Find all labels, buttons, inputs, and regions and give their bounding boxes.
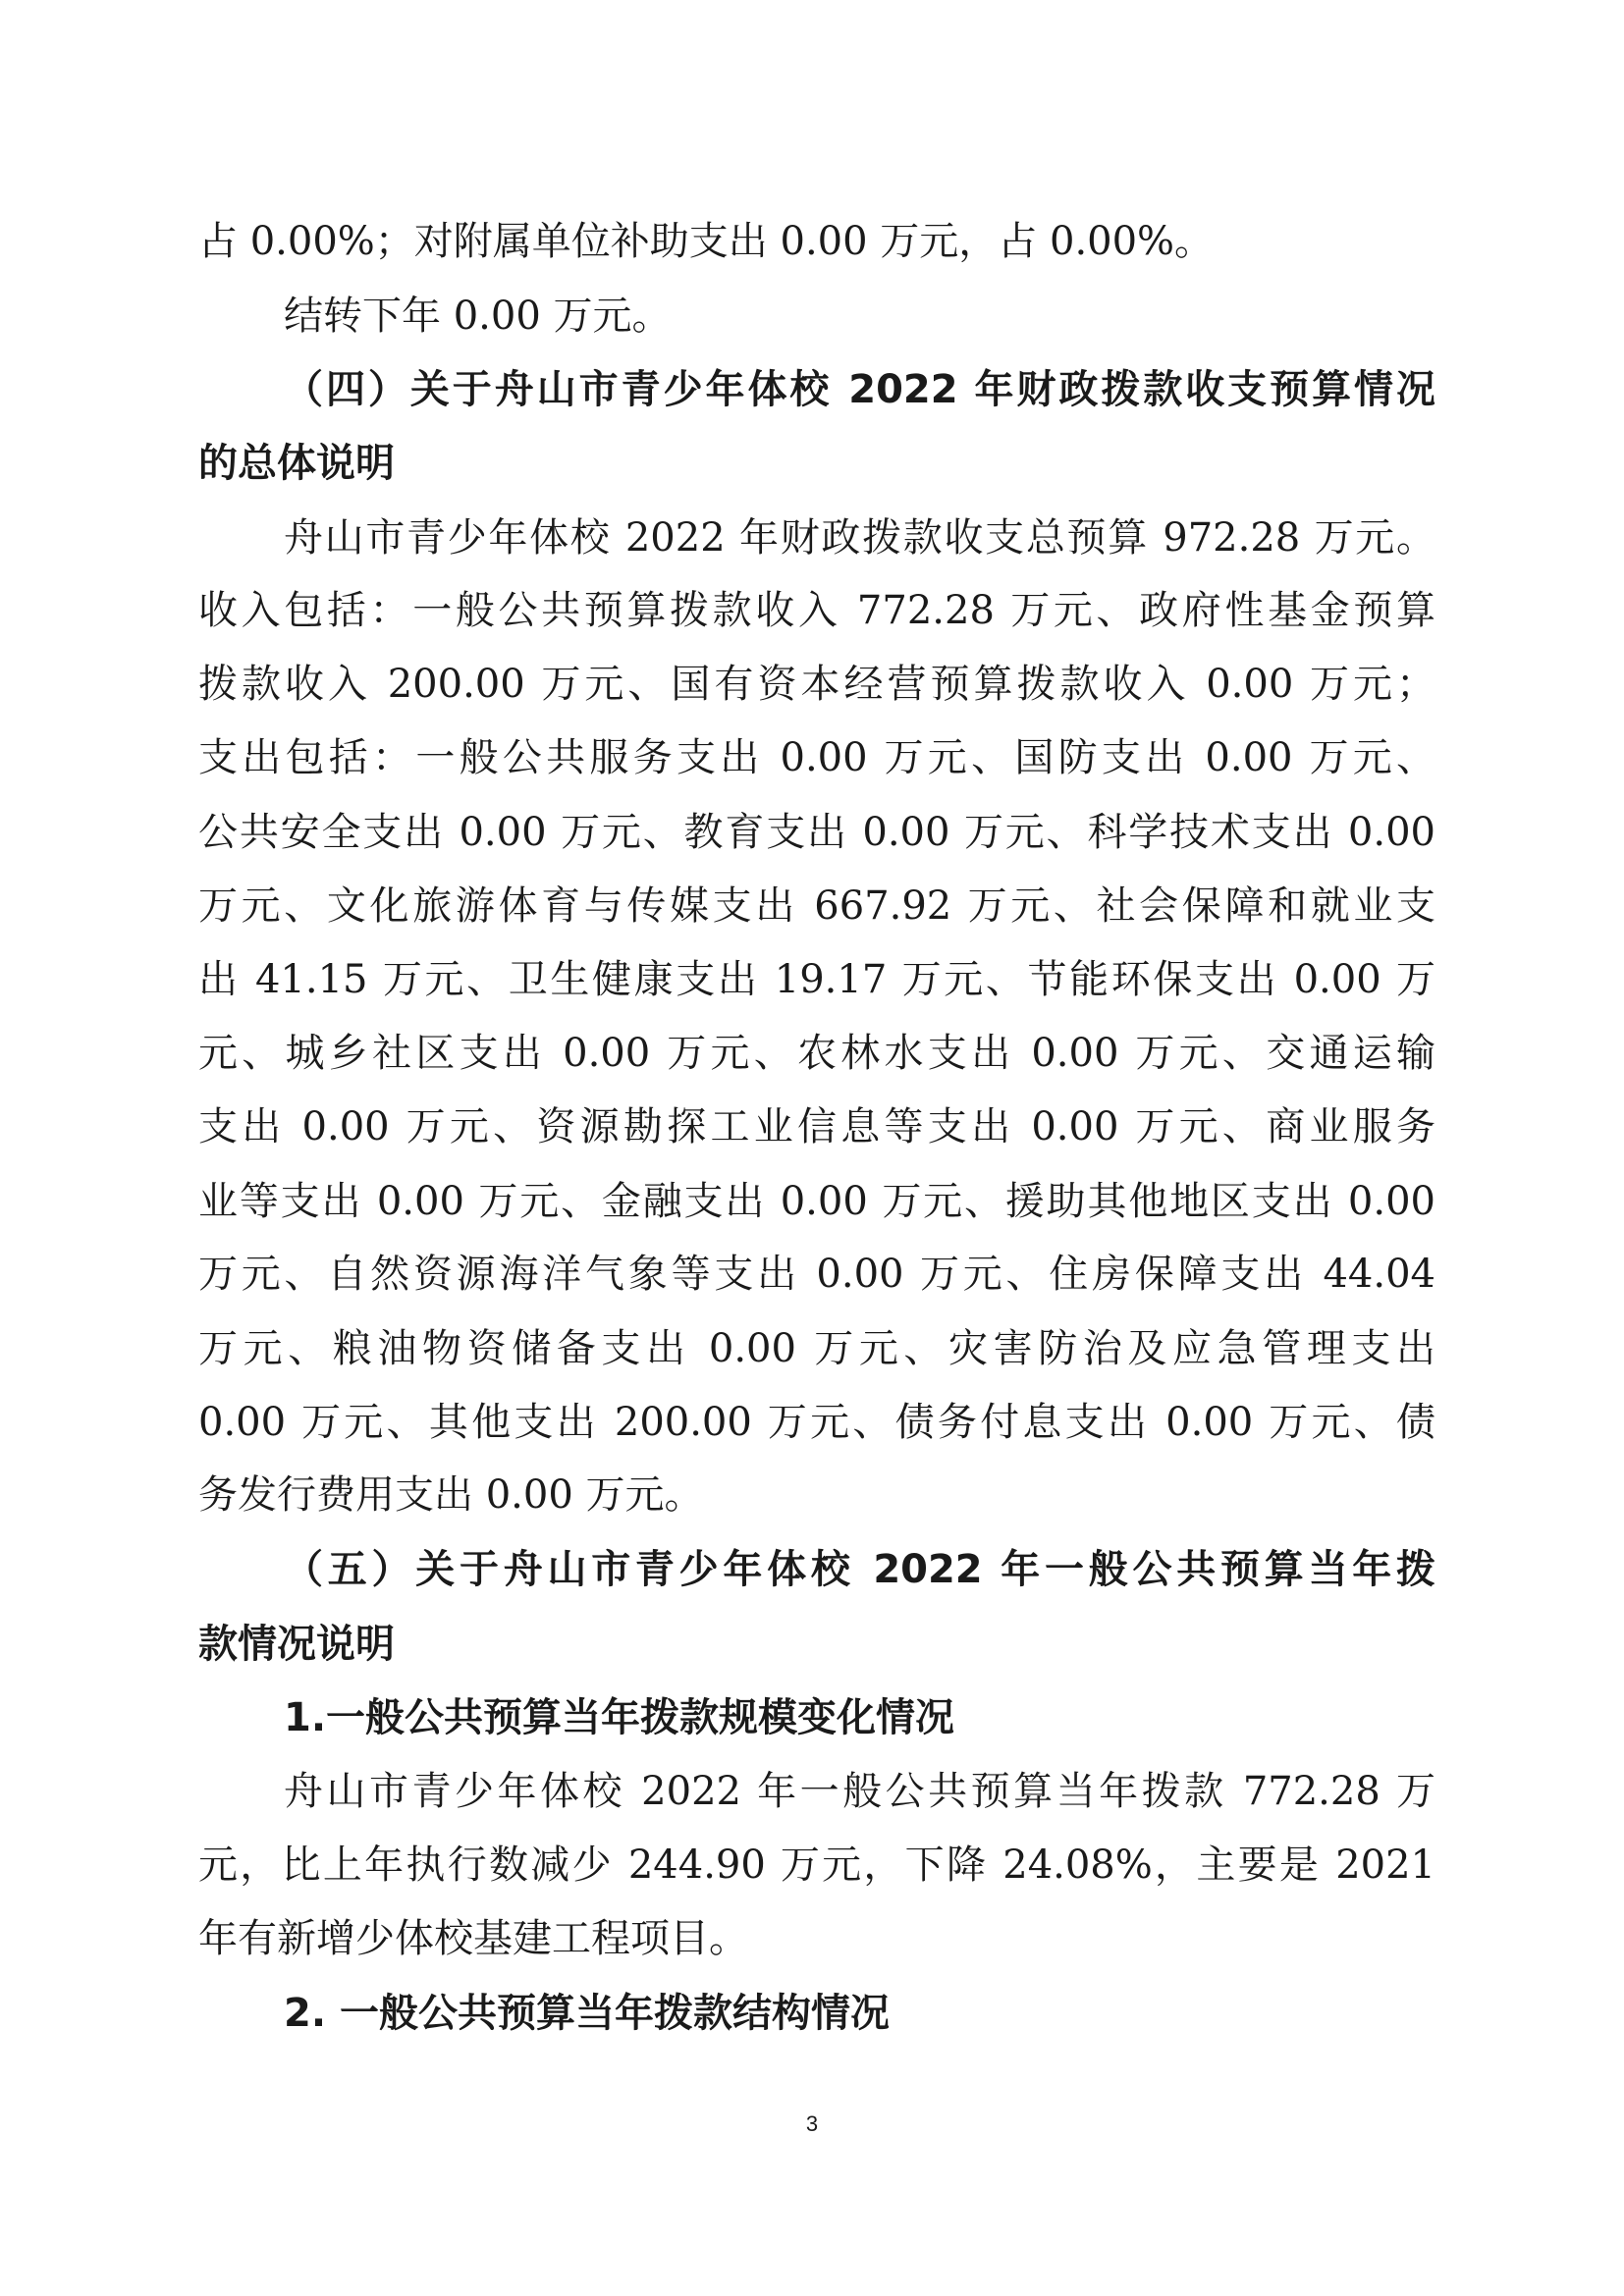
paragraph-line: 业等支出 0.00 万元、金融支出 0.00 万元、援助其他地区支出 0.00 [198,1179,1435,1224]
paragraph-line: 万元、文化旅游体育与传媒支出 667.92 万元、社会保障和就业支 [198,883,1435,929]
paragraph-line: 拨款收入 200.00 万元、国有资本经营预算拨款收入 0.00 万元； [198,662,1435,707]
page-number: 3 [805,2111,819,2136]
paragraph-line: 结转下年 0.00 万元。 [284,294,672,339]
section-heading-line: （四）关于舟山市青少年体校 2022 年财政拨款收支预算情况 [284,367,1435,412]
paragraph-line: 万元、粮油物资储备支出 0.00 万元、灾害防治及应急管理支出 [198,1326,1435,1371]
section-heading-line: 1.一般公共预算当年拨款规模变化情况 [284,1695,955,1740]
paragraph-line: 舟山市青少年体校 2022 年财政拨款收支总预算 972.28 万元。 [284,515,1435,561]
paragraph-line: 支出 0.00 万元、资源勘探工业信息等支出 0.00 万元、商业服务 [198,1104,1435,1149]
paragraph-line: 公共安全支出 0.00 万元、教育支出 0.00 万元、科学技术支出 0.00 [198,810,1435,855]
section-heading-line: 款情况说明 [198,1622,395,1667]
paragraph-line: 年有新增少体校基建工程项目。 [198,1916,748,1961]
paragraph-line: 收入包括：一般公共预算拨款收入 772.28 万元、政府性基金预算 [198,588,1435,633]
paragraph-line: 元、城乡社区支出 0.00 万元、农林水支出 0.00 万元、交通运输 [198,1031,1435,1076]
paragraph-line: 舟山市青少年体校 2022 年一般公共预算当年拨款 772.28 万 [284,1769,1435,1814]
paragraph-line: 务发行费用支出 0.00 万元。 [198,1472,704,1518]
paragraph-line: 元，比上年执行数减少 244.90 万元，下降 24.08%，主要是 2021 [198,1842,1435,1888]
paragraph-line: 万元、自然资源海洋气象等支出 0.00 万元、住房保障支出 44.04 [198,1252,1435,1297]
section-heading-line: 的总体说明 [198,441,395,486]
paragraph-line: 支出包括：一般公共服务支出 0.00 万元、国防支出 0.00 万元、 [198,735,1435,780]
paragraph-line: 出 41.15 万元、卫生健康支出 19.17 万元、节能环保支出 0.00 万 [198,957,1435,1002]
paragraph-line: 0.00 万元、其他支出 200.00 万元、债务付息支出 0.00 万元、债 [198,1400,1435,1445]
section-heading-line: （五）关于舟山市青少年体校 2022 年一般公共预算当年拨 [284,1547,1435,1592]
paragraph-line: 占 0.00%；对附属单位补助支出 0.00 万元，占 0.00%。 [198,219,1215,264]
section-heading-line: 2. 一般公共预算当年拨款结构情况 [284,1991,890,2036]
